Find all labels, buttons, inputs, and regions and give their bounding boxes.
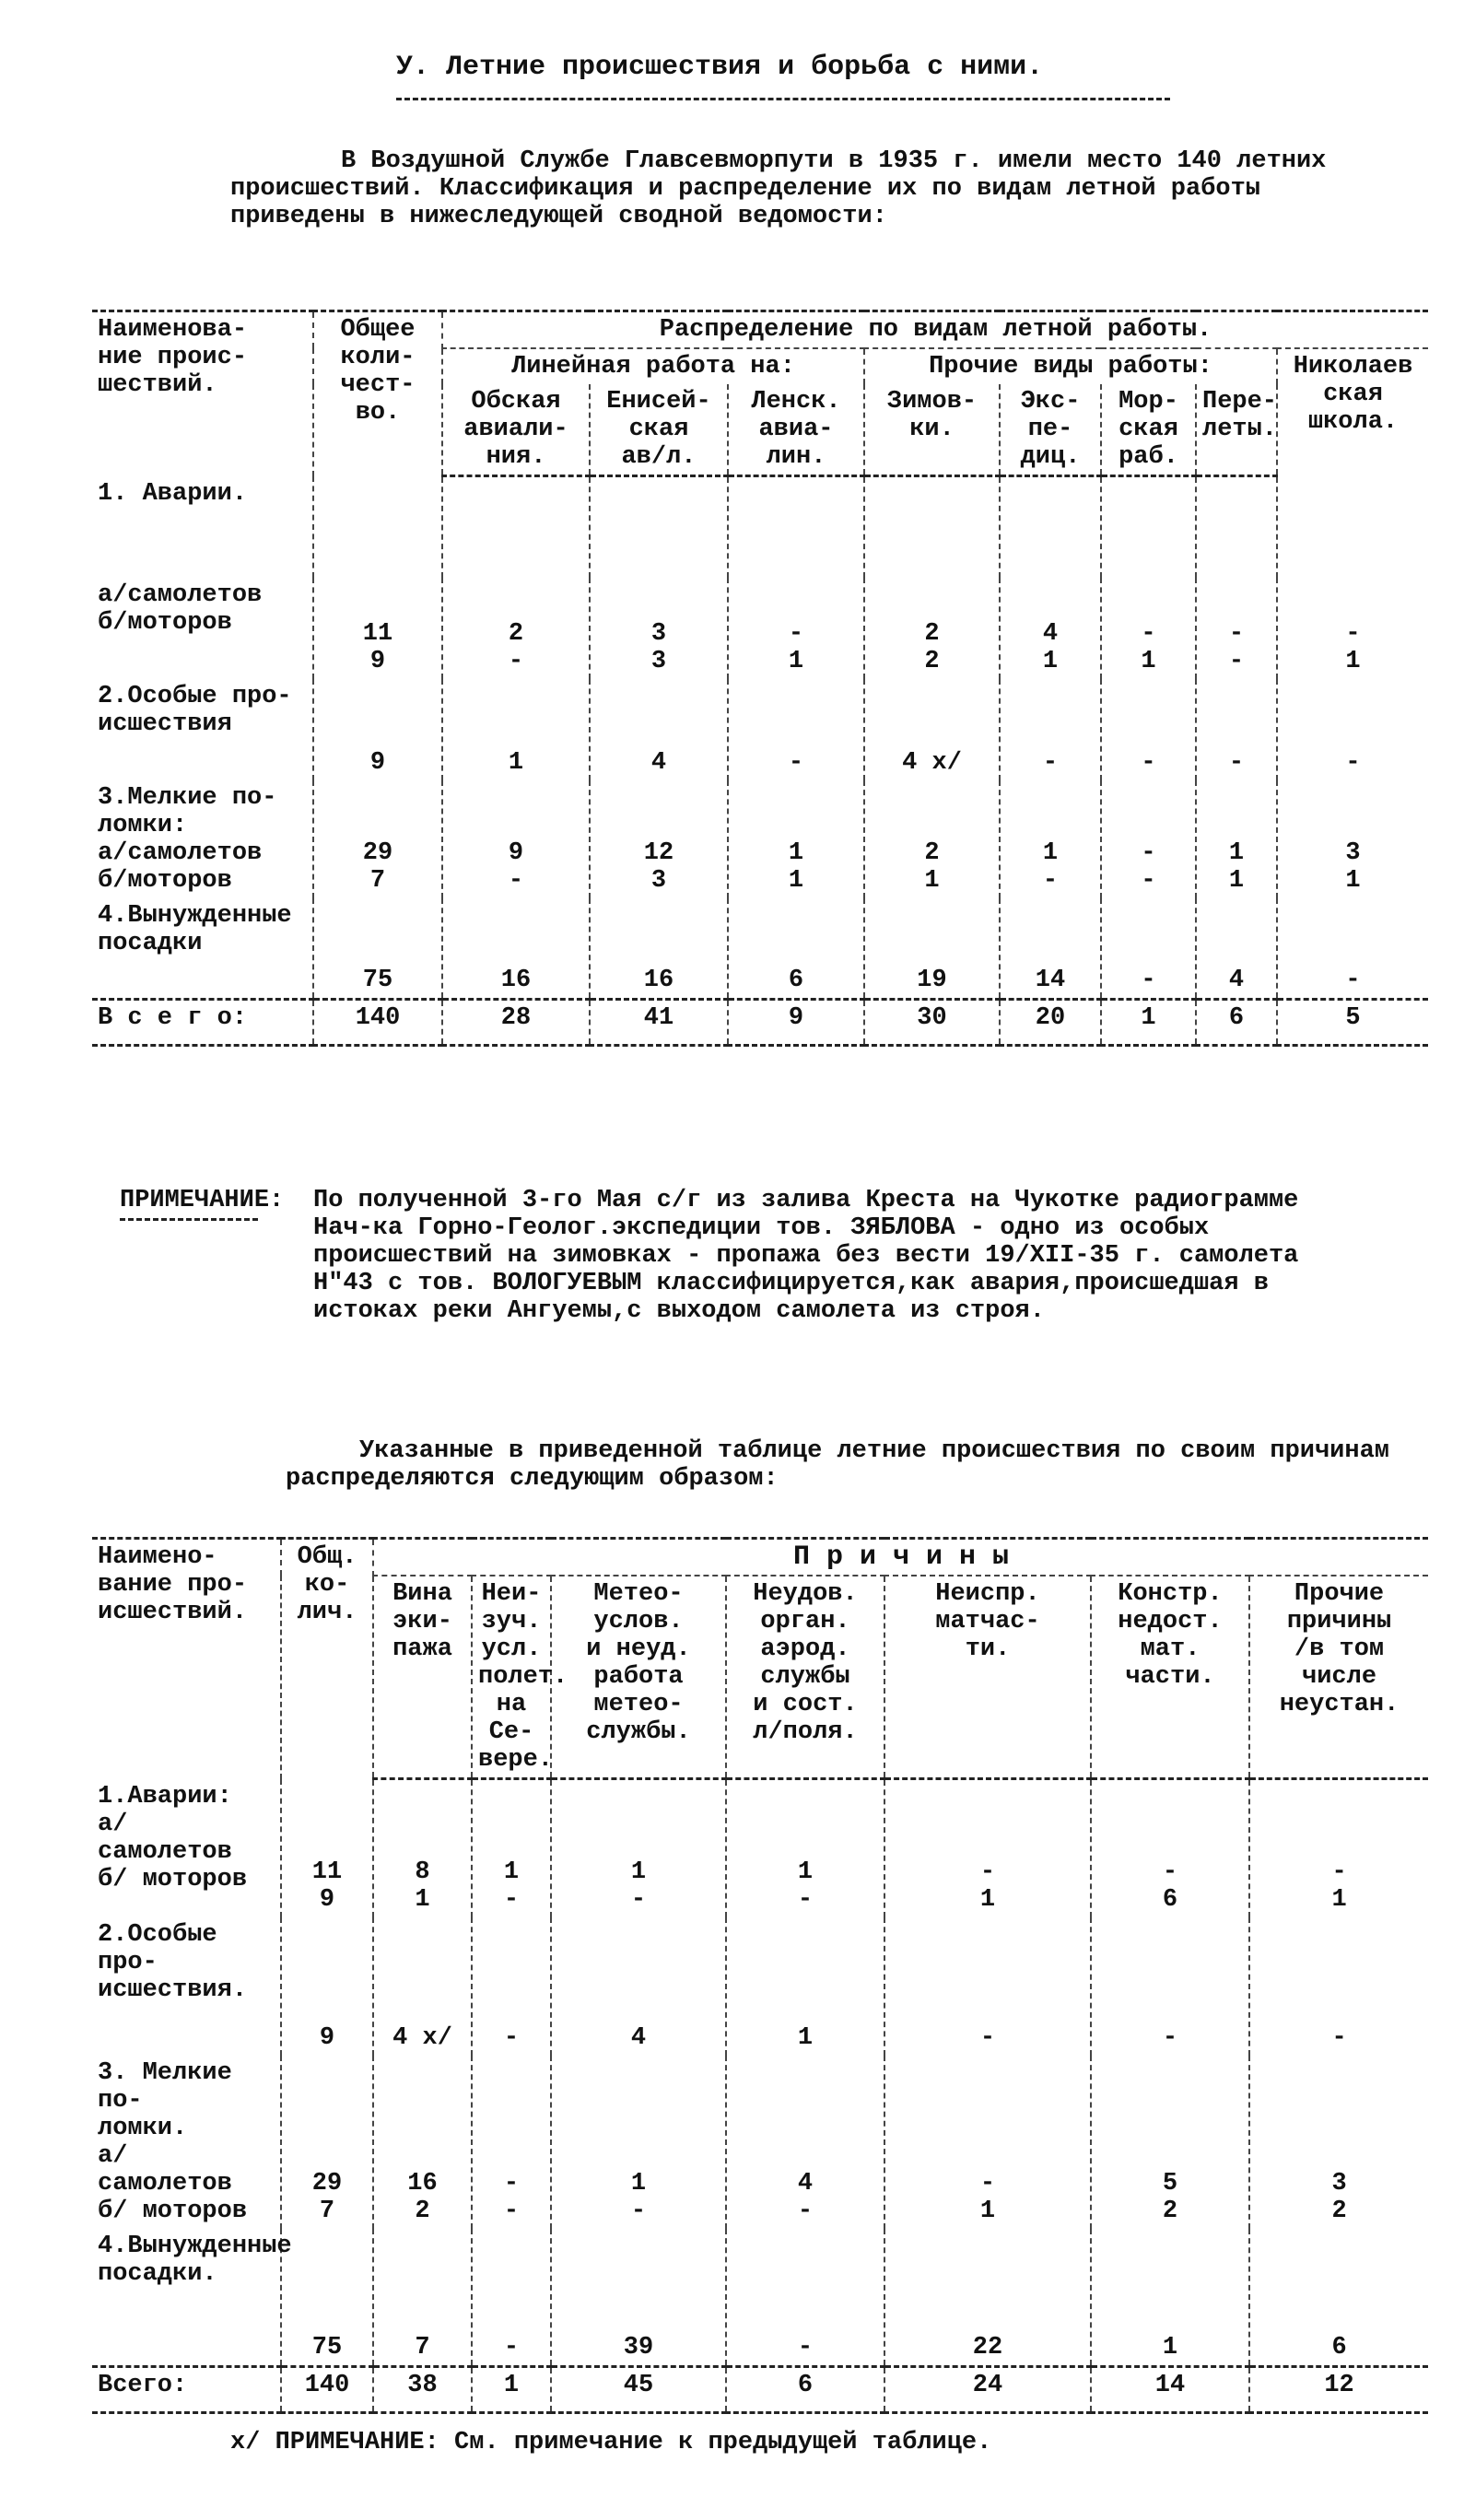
- table-cell: - 1: [884, 1779, 1091, 1917]
- column-header: Пере- леты.: [1196, 384, 1277, 476]
- table-cell: 1: [1091, 2229, 1249, 2367]
- total-cell: 140: [313, 1000, 442, 1046]
- total-cell: 14: [1091, 2367, 1249, 2413]
- column-header: Неиспр. матчас- ти.: [884, 1576, 1091, 1779]
- table-cell: - 1: [728, 578, 864, 679]
- table-cell: 1 -: [551, 1779, 726, 1917]
- table-cell: 9 -: [442, 780, 590, 898]
- table-row: [92, 780, 1428, 898]
- table-cell: 1: [726, 1917, 884, 2056]
- table-row: [92, 1779, 1428, 1917]
- table-row: [92, 2229, 1428, 2367]
- table-cell: 75: [313, 898, 442, 1000]
- table-cell: - 1: [1277, 578, 1428, 679]
- table-cell: 4 x/: [373, 1917, 472, 2056]
- table-cell: 1 -: [726, 1779, 884, 1917]
- total-cell: 30: [864, 1000, 1000, 1046]
- total-label: В с е г о:: [92, 1000, 313, 1046]
- table-cell: - 1: [884, 2056, 1091, 2229]
- total-cell: 45: [551, 2367, 726, 2413]
- table-cell: 1 1: [1196, 780, 1277, 898]
- section-title: У. Летние происшествия и борьба с ними.: [396, 52, 1044, 83]
- table-cell: -: [1101, 898, 1196, 1000]
- column-header: Вина эки- пажа: [373, 1576, 472, 1779]
- table-cell: 4: [590, 679, 728, 780]
- table-row: [92, 679, 1428, 780]
- table-row: [92, 578, 1428, 679]
- header-other-work: Прочие виды работы:: [864, 348, 1277, 384]
- table-cell: 6: [1249, 2229, 1428, 2367]
- total-cell: 5: [1277, 1000, 1428, 1046]
- row-label: 2.Особые про- исшествия: [98, 682, 292, 738]
- table-cell: -: [1277, 898, 1428, 1000]
- table-cell: 8 1: [373, 1779, 472, 1917]
- column-header: Ленск. авиа- лин.: [728, 384, 864, 476]
- table-cell: [313, 476, 442, 578]
- table-cell: [728, 476, 864, 578]
- row-label: 4.Вынужденные посадки: [98, 901, 292, 957]
- table-cell: 4 1: [1000, 578, 1101, 679]
- header-distribution: Распределение по видам летной работы.: [442, 311, 1428, 349]
- table-cell: 4 -: [726, 2056, 884, 2229]
- table-cell: - -: [1101, 780, 1196, 898]
- table-cell: 29 7: [313, 780, 442, 898]
- table-cell: 7: [373, 2229, 472, 2367]
- table-cell: -: [1000, 679, 1101, 780]
- column-header: Неудов. орган. аэрод. службы и сост. л/поля.: [726, 1576, 884, 1779]
- header-name: Наименова- ние проис- шествий.: [98, 316, 248, 399]
- table-cell: 29 7: [281, 2056, 373, 2229]
- table-cell: [864, 476, 1000, 578]
- total-cell: 41: [590, 1000, 728, 1046]
- table-cell: 4: [1196, 898, 1277, 1000]
- total-cell: 24: [884, 2367, 1091, 2413]
- table-cell: 12 3: [590, 780, 728, 898]
- table-cell: 3 1: [1277, 780, 1428, 898]
- table-cell: 11 9: [281, 1779, 373, 1917]
- header-name: Наимено- вание про- исшествий.: [98, 1543, 248, 1626]
- table-cell: -: [728, 679, 864, 780]
- total-cell: 38: [373, 2367, 472, 2413]
- total-cell: 20: [1000, 1000, 1101, 1046]
- table-cell: 19: [864, 898, 1000, 1000]
- table-cell: 1 -: [551, 2056, 726, 2229]
- total-cell: 6: [726, 2367, 884, 2413]
- total-row: [92, 1000, 1428, 1046]
- total-cell: 28: [442, 1000, 590, 1046]
- table-cell: 4 x/: [864, 679, 1000, 780]
- column-header: Метео- услов. и неуд. работа метео- службы.: [551, 1576, 726, 1779]
- total-cell: 1: [472, 2367, 551, 2413]
- row-label: а/самолетов б/моторов: [98, 580, 263, 637]
- table-cell: - 6: [1091, 1779, 1249, 1917]
- table-cell: -: [1196, 679, 1277, 780]
- column-header: Енисей- ская ав/л.: [590, 384, 728, 476]
- total-row: [92, 2367, 1428, 2413]
- header-line-work: Линейная работа на:: [442, 348, 864, 384]
- table-cell: 16: [442, 898, 590, 1000]
- table-row: [92, 1917, 1428, 2056]
- table-cell: - -: [1196, 578, 1277, 679]
- header-total: Общее коли- чест- во.: [313, 311, 442, 476]
- incidents-by-cause-table: [92, 1537, 1428, 2414]
- total-label: Всего:: [92, 2367, 281, 2413]
- title-underline: [396, 98, 1170, 100]
- second-paragraph: Указанные в приведенной таблице летние происшествия по своим причинам распределяются следующим образом:: [286, 1437, 1389, 1493]
- table-cell: [1277, 476, 1428, 578]
- table-cell: 6: [728, 898, 864, 1000]
- note-text: По полученной 3-го Мая с/г из залива Креста на Чукотке радиограмме Нач-ка Горно-Геолог.экспедиции тов. ЗЯБЛОВА - одно из особых происшествий на зимовках - пропажа без вести 19/XII-35 г. самолета Н"43 с тов. ВОЛОГУЕВЫМ классифицируется,как авария,происшедшая в истоках реки Ангуемы,с выходом самолета из строя.: [313, 1187, 1299, 1325]
- table-row: [92, 898, 1428, 1000]
- table-cell: 9: [281, 1917, 373, 2056]
- column-header: Зимов- ки.: [864, 384, 1000, 476]
- row-label: 3.Мелкие по- ломки: а/самолетов б/моторов: [98, 783, 277, 895]
- table-cell: 9: [313, 679, 442, 780]
- row-label: 3. Мелкие по- ломки. а/ самолетов б/ моторов: [98, 2058, 248, 2225]
- total-cell: 12: [1249, 2367, 1428, 2413]
- table-cell: 1 -: [472, 1779, 551, 1917]
- column-header: Констр. недост. мат. части.: [1091, 1576, 1249, 1779]
- note-label: ПРИМЕЧАНИЕ:: [120, 1187, 285, 1214]
- table-cell: - -: [472, 2056, 551, 2229]
- table-cell: [1196, 476, 1277, 578]
- row-label: 4.Вынужденные посадки.: [98, 2232, 292, 2288]
- total-cell: 9: [728, 1000, 864, 1046]
- incidents-by-work-type-table: [92, 310, 1428, 1047]
- note-underline: [120, 1218, 258, 1221]
- column-header: Экс- пе- диц.: [1000, 384, 1101, 476]
- row-label: 1. Аварии.: [98, 479, 248, 508]
- table-row: [92, 2056, 1428, 2229]
- table-cell: 1 -: [1000, 780, 1101, 898]
- table-cell: 3 2: [1249, 2056, 1428, 2229]
- table-cell: -: [472, 2229, 551, 2367]
- header-causes: П р и ч и н ы: [373, 1539, 1428, 1576]
- column-header: Обская авиали- ния.: [442, 384, 590, 476]
- table-cell: [442, 476, 590, 578]
- total-cell: 6: [1196, 1000, 1277, 1046]
- row-label: 2.Особые про- исшествия.: [98, 1920, 248, 2004]
- total-cell: 1: [1101, 1000, 1196, 1046]
- table-cell: 16: [590, 898, 728, 1000]
- table-cell: 5 2: [1091, 2056, 1249, 2229]
- table-cell: - 1: [1101, 578, 1196, 679]
- table-cell: 4: [551, 1917, 726, 2056]
- table-cell: 11 9: [313, 578, 442, 679]
- total-cell: 140: [281, 2367, 373, 2413]
- table-cell: -: [1091, 1917, 1249, 2056]
- table-cell: 1 1: [728, 780, 864, 898]
- table-cell: 2 2: [864, 578, 1000, 679]
- table-cell: -: [726, 2229, 884, 2367]
- table-cell: - 1: [1249, 1779, 1428, 1917]
- intro-paragraph: В Воздушной Службе Главсевморпути в 1935 г. имели место 140 летних происшествий. Классификация и распределение их по видам летной работы приведены в нижеследующей сводной ведомости:: [230, 147, 1327, 230]
- table-cell: 22: [884, 2229, 1091, 2367]
- table-cell: 16 2: [373, 2056, 472, 2229]
- table-cell: 1: [442, 679, 590, 780]
- row-label: 1.Аварии: а/ самолетов б/ моторов: [98, 1782, 248, 1893]
- table-cell: -: [1249, 1917, 1428, 2056]
- table-cell: 14: [1000, 898, 1101, 1000]
- footnote: x/ ПРИМЕЧАНИЕ: См. примечание к предыдущей таблице.: [230, 2429, 992, 2456]
- table-cell: 2 1: [864, 780, 1000, 898]
- table-cell: -: [472, 1917, 551, 2056]
- table-cell: 39: [551, 2229, 726, 2367]
- table-cell: [590, 476, 728, 578]
- table-cell: [1000, 476, 1101, 578]
- table-row: [92, 476, 1428, 578]
- table-cell: [1101, 476, 1196, 578]
- table-cell: -: [1277, 679, 1428, 780]
- column-header: Мор- ская раб.: [1101, 384, 1196, 476]
- table-cell: 75: [281, 2229, 373, 2367]
- table-cell: -: [1101, 679, 1196, 780]
- table-cell: 2 -: [442, 578, 590, 679]
- table-cell: -: [884, 1917, 1091, 2056]
- table-cell: 3 3: [590, 578, 728, 679]
- column-header: Неи- зуч. усл. полет. на Се- вере.: [472, 1576, 551, 1779]
- column-header: Прочие причины /в том числе неустан.: [1249, 1576, 1428, 1779]
- header-total: Общ. ко- лич.: [281, 1539, 373, 1779]
- header-nikolaev-school: Николаев ская школа.: [1277, 348, 1428, 476]
